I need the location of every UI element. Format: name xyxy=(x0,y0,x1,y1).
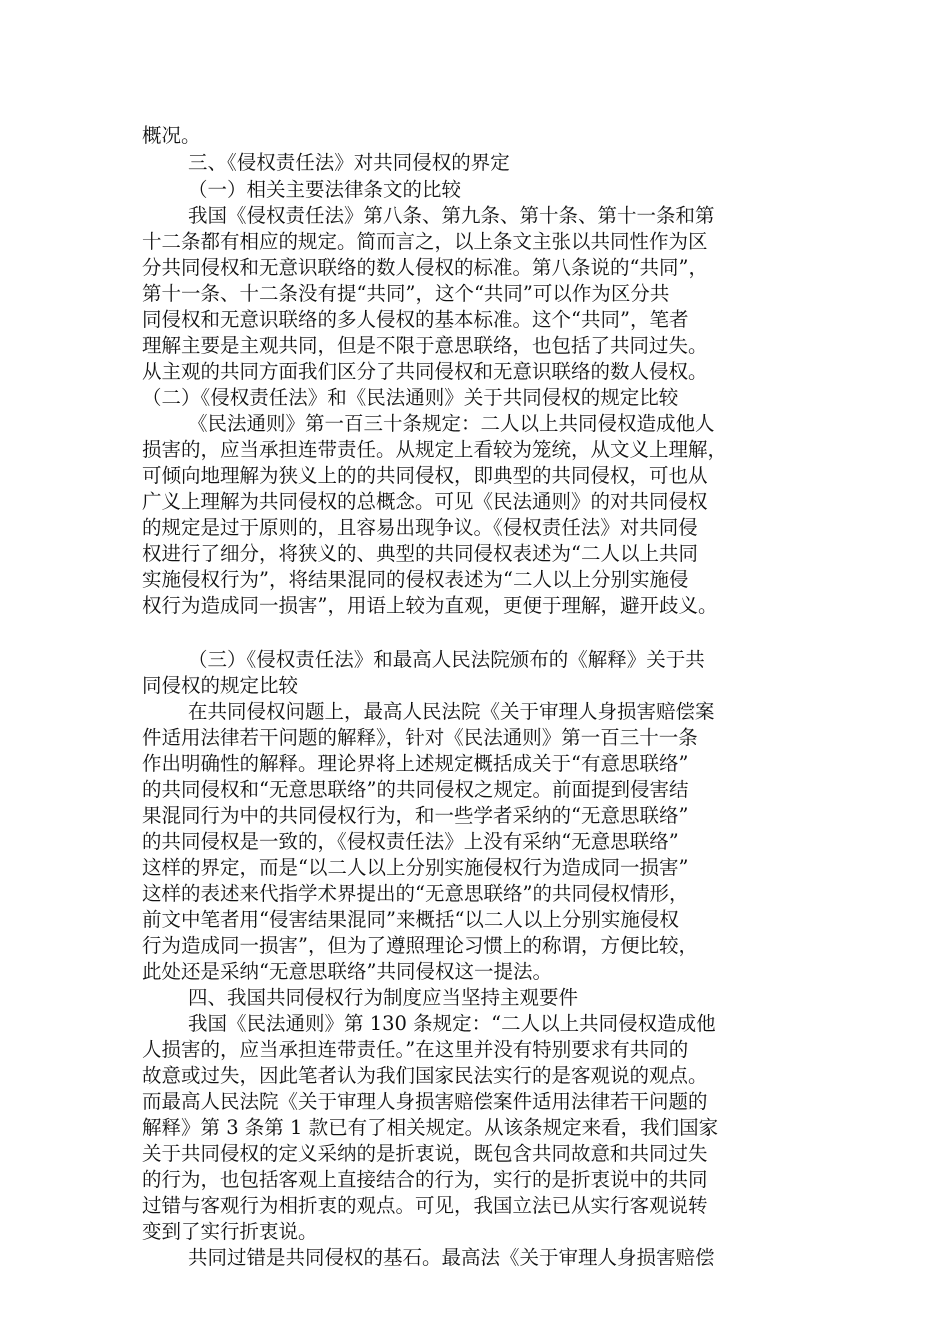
paragraph-line: 件适用法律若干问题的解释》，针对《民法通则》第一百三十一条 xyxy=(142,726,698,749)
paragraph-line: 前文中笔者用“侵害结果混同”来概括“以二人以上分别实施侵权 xyxy=(142,908,679,931)
paragraph-line: 的共同侵权是一致的，《侵权责任法》上没有采纳“无意思联络” xyxy=(142,830,679,853)
section-heading: 四、我国共同侵权行为制度应当坚持主观要件 xyxy=(188,986,579,1009)
paragraph-line: 行为造成同一损害”，但为了遵照理论习惯上的称谓，方便比较， xyxy=(142,934,698,957)
paragraph-line: 同侵权和无意识联络的多人侵权的基本标准。这个“共同”，笔者 xyxy=(142,308,689,331)
paragraph-line: 从主观的共同方面我们区分了共同侵权和无意识联络的数人侵权。 xyxy=(142,360,708,383)
paragraph-line: 广义上理解为共同侵权的总概念。可见《民法通则》的对共同侵权 xyxy=(142,490,708,513)
paragraph-line: 作出明确性的解释。理论界将上述规定概括成关于“有意思联络” xyxy=(142,752,689,775)
paragraph-line: 我国《侵权责任法》第八条、第九条、第十条、第十一条和第 xyxy=(188,204,715,227)
subsection-heading: （一）相关主要法律条文的比较 xyxy=(188,178,462,201)
paragraph-line: 人损害的，应当承担连带责任。”在这里并没有特别要求有共同的 xyxy=(142,1038,689,1061)
paragraph-line: 损害的，应当承担连带责任。从规定上看较为笼统，从文义上理解， xyxy=(142,438,728,461)
paragraph-line: 分共同侵权和无意识联络的数人侵权的标准。第八条说的“共同”， xyxy=(142,256,708,279)
paragraph-line: 《民法通则》第一百三十条规定：二人以上共同侵权造成他人 xyxy=(188,412,715,435)
paragraph-line: 权进行了细分，将狭义的、典型的共同侵权表述为“二人以上共同 xyxy=(142,542,698,565)
paragraph-line: 的行为，也包括客观上直接结合的行为，实行的是折衷说中的共同 xyxy=(142,1168,708,1191)
paragraph-line: 理解主要是主观共同，但是不限于意思联络，也包括了共同过失。 xyxy=(142,334,708,357)
section-heading: 三、《侵权责任法》对共同侵权的界定 xyxy=(188,151,510,174)
subsection-heading: （三）《侵权责任法》和最高人民法院颁布的《解释》关于共 xyxy=(188,648,705,671)
paragraph-line: 过错与客观行为相折衷的观点。可见，我国立法已从实行客观说转 xyxy=(142,1194,708,1217)
paragraph-line: 在共同侵权问题上，最高人民法院《关于审理人身损害赔偿案 xyxy=(188,700,715,723)
paragraph-line: 的规定是过于原则的，且容易出现争议。《侵权责任法》对共同侵 xyxy=(142,516,698,539)
paragraph-line: 故意或过失，因此笔者认为我们国家民法实行的是客观说的观点。 xyxy=(142,1064,708,1087)
paragraph-line: 权行为造成同一损害”，用语上较为直观，更便于理解，避开歧义。 xyxy=(142,594,718,617)
paragraph-line: 而最高人民法院《关于审理人身损害赔偿案件适用法律若干问题的 xyxy=(142,1090,708,1113)
paragraph-line: 关于共同侵权的定义采纳的是折衷说，既包含共同故意和共同过失 xyxy=(142,1142,708,1165)
paragraph-line: 第十一条、十二条没有提“共同”，这个“共同”可以作为区分共 xyxy=(142,282,670,305)
paragraph-line: 果混同行为中的共同侵权行为，和一些学者采纳的“无意思联络” xyxy=(142,804,689,827)
paragraph-line: 可倾向地理解为狭义上的的共同侵权，即典型的共同侵权，可也从 xyxy=(142,464,708,487)
paragraph-line: 此处还是采纳“无意思联络”共同侵权这一提法。 xyxy=(142,960,552,983)
subsection-heading: 同侵权的规定比较 xyxy=(142,674,299,697)
paragraph-line: 概况。 xyxy=(142,124,201,147)
paragraph-line: 我国《民法通则》第 130 条规定：“二人以上共同侵权造成他 xyxy=(188,1012,716,1035)
paragraph-line: 变到了实行折衷说。 xyxy=(142,1220,318,1243)
paragraph-line: 共同过错是共同侵权的基石。最高法《关于审理人身损害赔偿 xyxy=(188,1246,715,1269)
paragraph-line: 实施侵权行为”，将结果混同的侵权表述为“二人以上分别实施侵 xyxy=(142,568,689,591)
paragraph-line: 这样的表述来代指学术界提出的“无意思联络”的共同侵权情形， xyxy=(142,882,689,905)
paragraph-line: 的共同侵权和“无意思联络”的共同侵权之规定。前面提到侵害结 xyxy=(142,778,689,801)
paragraph-line: 这样的界定，而是“以二人以上分别实施侵权行为造成同一损害” xyxy=(142,856,689,879)
paragraph-line: 十二条都有相应的规定。简而言之，以上条文主张以共同性作为区 xyxy=(142,230,708,253)
subsection-heading: （二）《侵权责任法》和《民法通则》关于共同侵权的规定比较 xyxy=(142,386,679,409)
paragraph-line: 解释》第 3 条第 1 款已有了相关规定。从该条规定来看，我们国家 xyxy=(142,1116,719,1139)
